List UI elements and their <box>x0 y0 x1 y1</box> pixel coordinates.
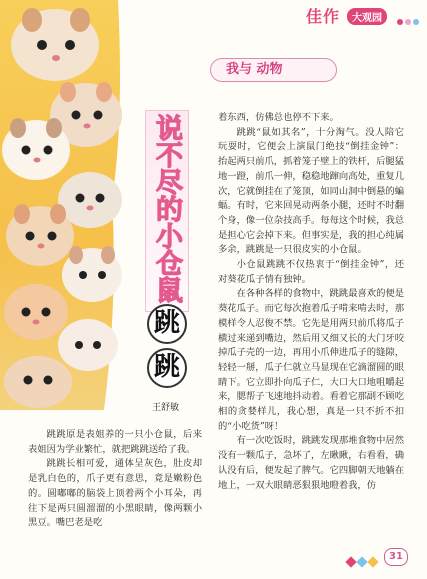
author-name: 王舒敏 <box>152 403 180 413</box>
text-column-right <box>218 111 404 493</box>
decor-diamond <box>356 556 367 567</box>
header-dots <box>395 10 419 29</box>
hamster-name-char: 跳 <box>147 348 187 388</box>
footer-decoration <box>344 551 377 570</box>
hamster-face <box>58 319 118 371</box>
paragraph: 跳跳“鼠如其名”，十分淘气。没人陪它玩耍时，它便会上演鼠门绝技“倒挂金钟”：抬起两只前爪，抓着笼子壁上的铁杆，后腿猛地一蹬，前爪一伸，稳稳地蹿向高处，重复几次，它就倒挂在了笼顶，如同山洞中倒悬的蝙蝠。有时，它来回晃动两条小腿，还时不时翻个身，像一位杂技高手。每每这个时候，我总是担心它会掉下来。但事实是，我的担心纯属多余，跳跳是一只很皮实的小仓鼠。 <box>218 126 404 256</box>
paragraph: 在各种各样的食物中，跳跳最喜欢的便是葵花瓜子。而它每次抱着瓜子啃来啃去时，那模样令人忍俊不禁。它先是用两只前爪将瓜子横过来递到嘴边，然后用又细又长的大门牙咬掉瓜子壳的一边，再用小爪伸进瓜子的缝隙，轻轻一掰，瓜子仁就立马显现在它滴溜圆的眼睛下。它立即扑向瓜子仁，大口大口地咀嚼起来，腮帮子飞速地抖动着。看着它那副不顾吃相的贪婪样儿，我心想，真是一只不折不扣的“小吃货”呀！ <box>218 288 404 432</box>
decor-dot <box>413 19 419 25</box>
hamster-face <box>6 204 74 266</box>
decor-dot <box>397 19 403 25</box>
hamster-face <box>4 356 72 408</box>
article-title: 说不尽的小仓鼠 <box>151 114 182 303</box>
paragraph: 有一次吃饭时，跳跳发现那堆食物中居然没有一颗瓜子，急坏了，左瞅瞅，右看看，确认没有后，便发起了脾气。它四脚朝天地躺在地上，一双大眼睛恶狠狠地瞪着我，仿 <box>218 435 404 491</box>
hamster-face <box>62 246 122 302</box>
hamster-face <box>2 118 70 180</box>
text-column-left <box>28 428 202 531</box>
hamster-illustration <box>0 0 128 410</box>
hamster-face <box>4 284 68 340</box>
page-number: 31 <box>384 548 408 566</box>
decor-dot <box>405 19 411 25</box>
paragraph: 着东西，仿佛总也停不下来。 <box>218 112 339 123</box>
decor-diamond <box>367 556 378 567</box>
paragraph: 跳跳长相可爱，通体呈灰色，肚皮却是乳白色的，爪子更有意思，竟是嫩粉色的。圆嘟嘟的脑袋上顶着两个小耳朵，再往下是两只圆溜溜的小黑眼睛，像两颗小黑豆。嘴巴老是吃 <box>28 458 202 529</box>
column-badge: 大观园 <box>347 8 387 25</box>
hamster-name-char: 跳 <box>147 304 187 344</box>
section-banner-text: 我与 动物 <box>226 62 283 77</box>
decor-diamond <box>345 556 356 567</box>
hamster-face <box>11 8 99 81</box>
paragraph: 跳跳原是表姐养的一只小仓鼠，后来表姐因为学业繁忙，就把跳跳送给了我。 <box>28 429 202 455</box>
section-title: 佳作 <box>306 7 341 26</box>
paragraph: 小仓鼠跳跳不仅热衷于“倒挂金钟”，还对葵花瓜子情有独钟。 <box>218 259 404 285</box>
hamster-name <box>145 300 187 388</box>
